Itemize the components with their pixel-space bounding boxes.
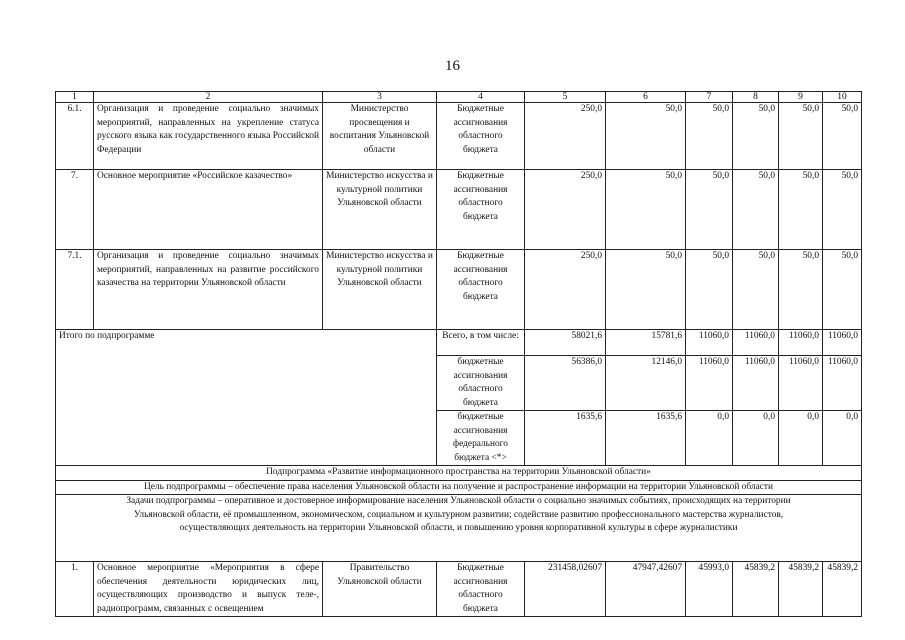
value-cell: 50,0 <box>779 250 823 330</box>
value-cell: 50,0 <box>686 250 733 330</box>
value-cell: 50,0 <box>606 250 686 330</box>
value-cell: 45839,2 <box>823 562 862 617</box>
executor: Министерство искусства и культурной политики Ульяновской области <box>323 170 437 250</box>
row-number: 7.1. <box>56 250 94 330</box>
value-cell: 11060,0 <box>733 330 779 356</box>
table-row <box>56 495 862 562</box>
measure-name: Основное мероприятие «Мероприятия в сфере обеспечения деятельности юридических лиц, осуществляющих производство и выпуск теле-, радиопрограмм, связанных с освещением <box>94 562 323 617</box>
table-row <box>56 250 862 330</box>
value-cell: 231458,02607 <box>525 562 606 617</box>
value-cell: 12146,0 <box>606 356 686 411</box>
column-header: 8 <box>733 92 779 103</box>
row-number: 6.1. <box>56 103 94 170</box>
column-header: 6 <box>606 92 686 103</box>
value-cell: 1635,6 <box>525 411 606 466</box>
value-cell: 11060,0 <box>823 330 862 356</box>
total-label: Итого по подпрограмме <box>56 330 437 466</box>
column-header: 10 <box>823 92 862 103</box>
value-cell: 50,0 <box>823 170 862 250</box>
column-header: 9 <box>779 92 823 103</box>
table-row <box>56 466 862 481</box>
value-cell: 50,0 <box>606 103 686 170</box>
column-header: 2 <box>94 92 323 103</box>
value-cell: 50,0 <box>733 250 779 330</box>
value-cell: 250,0 <box>525 250 606 330</box>
value-cell: 50,0 <box>823 250 862 330</box>
value-cell: 0,0 <box>779 411 823 466</box>
value-cell: 45839,2 <box>779 562 823 617</box>
value-cell: 58021,6 <box>525 330 606 356</box>
measure-name: Организация и проведение социально значимых мероприятий, направленных на укрепление статуса русского языка как государственного языка Российской Федерации <box>94 103 323 170</box>
column-header: 7 <box>686 92 733 103</box>
value-cell: 11060,0 <box>779 330 823 356</box>
subprogram-tasks: Задачи подпрограммы – оперативное и достоверное информирование населения Ульяновской области о социально значимых событиях, происходящих на территории Ульяновской области, её промышленном, экономическом, социальном и культурном развитии; содействие развитию профессионального мастерства журналистов, осуществляющих деятельность на территории Ульяновской области, и повышению уровня корпоративной культуры в сфере журналистики <box>56 495 862 562</box>
value-cell: 50,0 <box>606 170 686 250</box>
budget-table <box>55 91 862 617</box>
table-row <box>56 330 862 356</box>
value-cell: 15781,6 <box>606 330 686 356</box>
value-cell: 50,0 <box>686 103 733 170</box>
value-cell: 50,0 <box>823 103 862 170</box>
executor: Правительство Ульяновской области <box>323 562 437 617</box>
value-cell: 47947,42607 <box>606 562 686 617</box>
executor: Министерство искусства и культурной политики Ульяновской области <box>323 250 437 330</box>
value-cell: 50,0 <box>779 170 823 250</box>
column-header: 5 <box>525 92 606 103</box>
column-header: 4 <box>437 92 525 103</box>
value-cell: 0,0 <box>733 411 779 466</box>
value-cell: 50,0 <box>733 170 779 250</box>
row-number: 7. <box>56 170 94 250</box>
value-cell: 11060,0 <box>686 356 733 411</box>
value-cell: 250,0 <box>525 170 606 250</box>
subprogram-title: Подпрограмма «Развитие информационного пространства на территории Ульяновской области» <box>56 466 862 481</box>
table-row <box>56 170 862 250</box>
value-cell: 250,0 <box>525 103 606 170</box>
value-cell: 0,0 <box>823 411 862 466</box>
page-number: 16 <box>445 58 460 74</box>
funding-source: бюджетные ассигнования областного бюджета <box>437 356 525 411</box>
funding-source: Бюджетные ассигнования областного бюджета <box>437 562 525 617</box>
value-cell: 45839,2 <box>733 562 779 617</box>
value-cell: 11060,0 <box>823 356 862 411</box>
header-row <box>56 92 862 103</box>
value-cell: 45993,0 <box>686 562 733 617</box>
value-cell: 56386,0 <box>525 356 606 411</box>
value-cell: 50,0 <box>779 103 823 170</box>
funding-source: Бюджетные ассигнования областного бюджета <box>437 170 525 250</box>
executor: Министерство просвещения и воспитания Ульяновской области <box>323 103 437 170</box>
column-header: 3 <box>323 92 437 103</box>
measure-name: Организация и проведение социально значимых мероприятий, направленных на развитие российского казачества на территории Ульяновской области <box>94 250 323 330</box>
value-cell: 11060,0 <box>779 356 823 411</box>
funding-source: Бюджетные ассигнования областного бюджета <box>437 250 525 330</box>
value-cell: 50,0 <box>733 103 779 170</box>
column-header: 1 <box>56 92 94 103</box>
table-row <box>56 103 862 170</box>
funding-source: бюджетные ассигнования федерального бюджета <*> <box>437 411 525 466</box>
table-row <box>56 562 862 617</box>
value-cell: 11060,0 <box>733 356 779 411</box>
value-cell: 0,0 <box>686 411 733 466</box>
value-cell: 50,0 <box>686 170 733 250</box>
funding-source: Бюджетные ассигнования областного бюджета <box>437 103 525 170</box>
subprogram-goal: Цель подпрограммы – обеспечение права населения Ульяновской области на получение и распространение информации на территории Ульяновской области <box>56 480 862 495</box>
value-cell: 1635,6 <box>606 411 686 466</box>
value-cell: 11060,0 <box>686 330 733 356</box>
row-number: 1. <box>56 562 94 617</box>
table-row <box>56 480 862 495</box>
funding-source: Всего, в том числе: <box>437 330 525 356</box>
measure-name: Основное мероприятие «Российское казачество» <box>94 170 323 250</box>
